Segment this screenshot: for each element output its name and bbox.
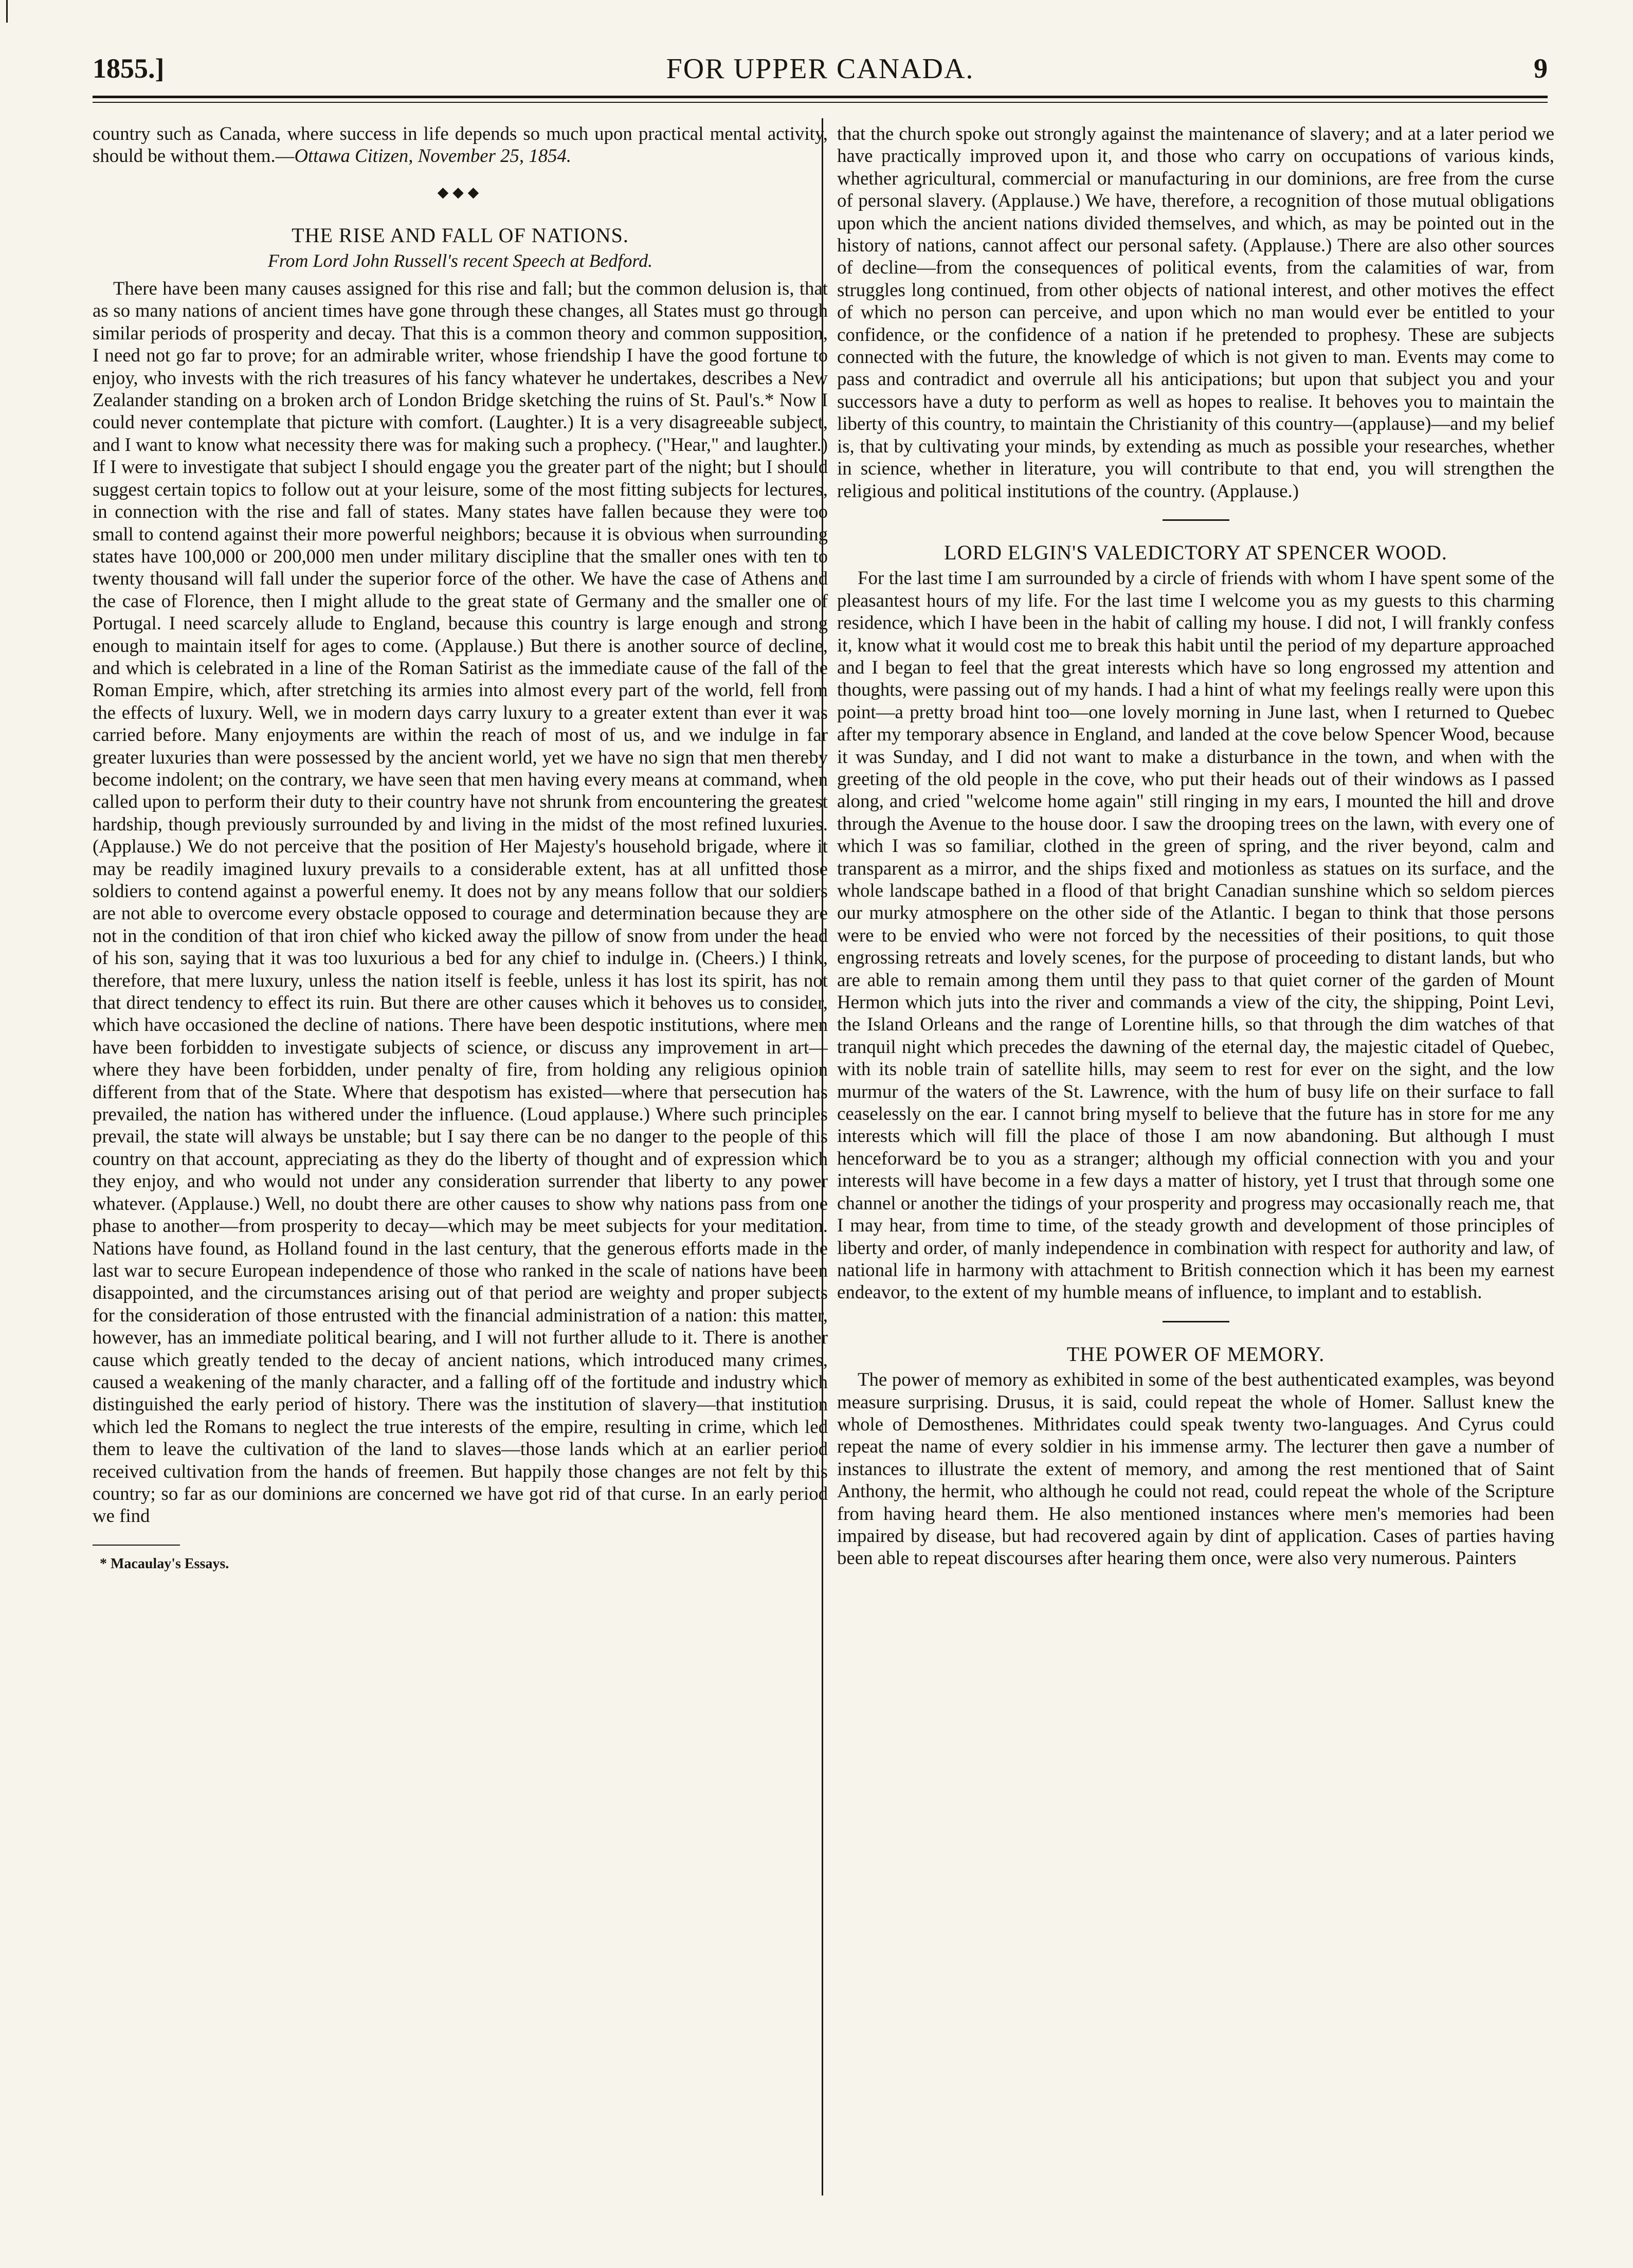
article-body-lord-elgin: For the last time I am surrounded by a circle of friends with whom I have spent some of the pleasantest hours of my life. For the last time I welcome you as my guests to this charming residence, which I have been in the habit of calling my house. I did not, I will frankly confess it, know what it would cost me to break this habit until the period of my departure approached and I began to feel that the great interests which have so long engrossed my attention and thoughts, were passing out of my hands. I had a hint of what my feelings really were upon this point—a pretty broad hint too—one lovely morning in June last, when I returned to Quebec after my temporary absence in England, and landed at the cove below Spencer Wood, because it was Sunday, and I did not want to make a disturbance in the town, and when with the greeting of the old people in the cove, who put their heads out of their windows as I passed along, and cried "welcome home again" still ringing in my ears, I mounted the hill and drove through the Avenue to the house door. I saw the drooping trees on the lawn, with every one of which I was so familiar, clothed in the green of spring, and the river beyond, calm and transparent as a mirror, and the ships fixed and motionless as statues on its surface, and the whole landscape bathed in a flood of that bright Canadian sunshine which so seldom pierces our murky atmosphere on the other side of the Atlantic. I began to think that those persons were to be envied who were not forced by the necessities of their positions, to quit those engrossing retreats and lovely scenes, for the purpose of proceeding to distant lands, but who are able to remain among them until they pass to that quiet corner of the garden of Mount Hermon which juts into the river and commands a view of the city, the shipping, Point Levi, the Island Orleans and the range of Lorentine hills, so that through the dim watches of that tranquil night which precedes the dawning of the eternal day, the majestic citadel of Quebec, with its noble train of satellite hills, may seem to rest for ever on the sight, and the low murmur of the waters of the St. Lawrence, with the hum of busy life on their surface to fall ceaselessly on the ear. I cannot bring myself to believe that the future has in store for me any interests which will fill the place of those I am now abandoning. But although I must henceforward be to you as a stranger; although my official connection with you and your interests will have become in a few days a matter of history, yet I trust that through some one channel or another the tidings of your prosperity and progress may occasionally reach me, that I may hear, from time to time, of the steady growth and development of those principles of liberty and order, of manly independence in combination with respect for authority and law, of national life in harmony with attachment to British connection which it has been my earnest endeavor, to the extent of my humble means of influence, to implant and to establish. bbox=[837, 567, 1554, 1303]
header-year: 1855.] bbox=[93, 53, 165, 84]
article-title-rise-fall: THE RISE AND FALL OF NATIONS. bbox=[292, 224, 629, 247]
page-number: 9 bbox=[1534, 53, 1548, 84]
left-column bbox=[93, 122, 828, 2230]
header-rule-thick bbox=[93, 96, 1548, 98]
footnote-rule bbox=[93, 1545, 180, 1546]
article-body-memory: The power of memory as exhibited in some of the best authenticated examples, was beyond measure surprising. Drusus, it is said, could repeat the whole of Homer. Sallust knew the whole of Demosthenes. Mithridates could speak twenty two-languages. And Cyrus could repeat the name of every soldier in his immense army. The lecturer then gave a number of instances to illustrate the extent of memory, and among the rest mentioned that of Saint Anthony, the hermit, who although he could not read, could repeat the whole of the Scripture from having heard them. He also mentioned instances where men's memories had been impaired by disease, but had recovered again by dint of application. Cases of parties having been able to repeat discourses after hearing them once, were also very numerous. Painters bbox=[837, 1369, 1554, 1569]
intro-paragraph bbox=[93, 122, 828, 167]
margin-mark bbox=[6, 0, 8, 23]
running-title: FOR UPPER CANADA. bbox=[666, 53, 974, 85]
intro-source: Ottawa Citizen, November 25, 1854. bbox=[294, 145, 572, 167]
continued-paragraph: that the church spoke out strongly against the maintenance of slavery; and at a later period we have practically improved upon it, and those who carry on occupations of various kinds, whether agricultural, commercial or manufacturing in our dominions, are free from the curse of personal slavery. (Applause.) We have, therefore, a recognition of those mutual obligations upon which the ancient nations divided themselves, and which, as may be pointed out in the history of nations, cannot affect our personal safety. (Applause.) There are also other sources of decline—from the consequences of political events, from the calamities of war, from struggles long continued, from other objects of national interest, and other motives the effect of which no person can perceive, and upon which no man would ever be entitled to your confidence, or the confidence of a nation if he pretended to prophesy. These are subjects connected with the future, the knowledge of which is not given to man. Events may come to pass and contradict and overrule all his anticipations; but upon that subject you and your successors have a duty to perform as well as hopes to realise. It behoves you to maintain the liberty of this country, to maintain the Christianity of this country—(applause)—and my belief is, that by cultivating your minds, by extending as much as possible your researches, whether in science, whether in literature, you will contribute to that end, you will strengthen the religious and political institutions of the country. (Applause.) bbox=[837, 123, 1554, 501]
page-header bbox=[93, 47, 1548, 94]
section-ornament: ◆◆◆ bbox=[437, 184, 483, 201]
intro-text: country such as Canada, where success in life depends so much upon practical mental activity, should be without them.— bbox=[93, 123, 828, 167]
right-column bbox=[837, 122, 1554, 2230]
article-title-lord-elgin: LORD ELGIN'S VALEDICTORY AT SPENCER WOOD. bbox=[944, 540, 1447, 564]
header-rule-thin bbox=[93, 102, 1548, 103]
article-byline: From Lord John Russell's recent Speech at Bedford. bbox=[267, 250, 653, 271]
article-title-memory: THE POWER OF MEMORY. bbox=[1066, 1342, 1325, 1366]
article-body-rise-fall: There have been many causes assigned for this rise and fall; but the common delusion is, that as so many nations of ancient times have gone through these changes, all States must go through similar periods of prosperity and decay. That this is a common theory and common supposition, I need not go far to prove; for an admirable writer, whose friendship I have the good fortune to enjoy, who invests with the rich treasures of his fancy whatever he undertakes, describes a New Zealander standing on a broken arch of London Bridge sketching the ruins of St. Paul's.* Now I could never contemplate that picture with comfort. (Laughter.) It is a very disagreeable subject, and I want to know what necessity there was for making such a prophecy. ("Hear," and laughter.) If I were to investigate that subject I should engage you the greater part of the night; but I should suggest certain topics to follow out at your leisure, some of the most fitting subjects for lectures, in connection with the rise and fall of states. Many states have fallen because they were too small to contend against their more powerful neighbors; because it is obvious when surrounding states have 100,000 or 200,000 men under military discipline that the smaller ones with ten to twenty thousand will fall under the superior force of the other. We have the case of Athens and the case of Florence, then I might allude to the great state of Germany and the smaller one of Portugal. I need scarcely allude to England, because this country is large enough and strong enough to maintain itself for ages to come. (Applause.) But there is another source of decline, and which is celebrated in a line of the Roman Satirist as the immediate cause of the fall of the Roman Empire, which, after stretching its armies into almost every part of the world, fell from the effects of luxury. Well, we in modern days carry luxury to a greater extent than ever it was carried before. Many enjoyments are within the reach of most of us, and we indulge in far greater luxuries than were possessed by the ancient world, yet we have no sign that men thereby become indolent; on the contrary, we have seen that men having every means at command, when called upon to perform their duty to their country have not shrunk from encountering the greatest hardship, though previously surrounded by and living in the midst of the most refined luxuries. (Applause.) We do not perceive that the position of Her Majesty's household brigade, where it may be readily imagined luxury prevails to a considerable extent, has at all unfitted those soldiers to contend against a powerful enemy. It does not by any means follow that our soldiers are not able to overcome every obstacle opposed to courage and determination because they are not in the condition of that iron chief who kicked away the pillow of snow from under the head of his son, saying that it was too luxurious a bed for any chief to indulge in. (Cheers.) I think, therefore, that mere luxury, unless the nation itself is feeble, unless it has lost its spirit, has not that direct tendency to effect its ruin. But there are other causes which it behoves us to consider, which have occasioned the decline of nations. There have been despotic institutions, where men have been forbidden to investigate subjects of science, or discuss any improvement in art—where they have been forbidden, under penalty of fire, from holding any religious opinion different from that of the State. Where that despotism has existed—where that persecution has prevailed, the nation has withered under the influence. (Loud applause.) Where such principles prevail, the state will always be unstable; but I say there can be no danger to the people of this country on that account, appreciating as they do the liberty of thought and of expression which they enjoy, and who would not under any consideration surrender that liberty to any power whatever. (Applause.) Well, no doubt there are other causes to show why nations pass from one phase to another—from prosperity to decay—which may be meet subjects for your meditation. Nations have found, as Holland found in the last century, that the generous efforts made in the last war to secure European independence of those who ranked in the scale of nations have been disappointed, and the circumstances arising out of that period are weighty and proper subjects for the consideration of those entrusted with the financial administration of a nation: this matter, however, has an immediate political bearing, and I will not further allude to it. There is another cause which greatly tended to the decay of ancient nations, which introduced many crimes, caused a weakening of the manly character, and a falling off of the fortitude and industry which distinguished the early period of history. There was the institution of slavery—that institution which led the Romans to neglect the true interests of the empire, resulting in crime, which led them to leave the cultivation of the land to slaves—those lands which at an earlier period received cultivation from the hands of freemen. But happily those changes are not felt by this country; so far as our dominions are concerned we have got rid of that curse. In an early period we find bbox=[93, 278, 828, 1527]
section-rule bbox=[1163, 1321, 1229, 1322]
section-rule bbox=[1163, 519, 1229, 521]
footnote: * Macaulay's Essays. bbox=[100, 1555, 229, 1572]
